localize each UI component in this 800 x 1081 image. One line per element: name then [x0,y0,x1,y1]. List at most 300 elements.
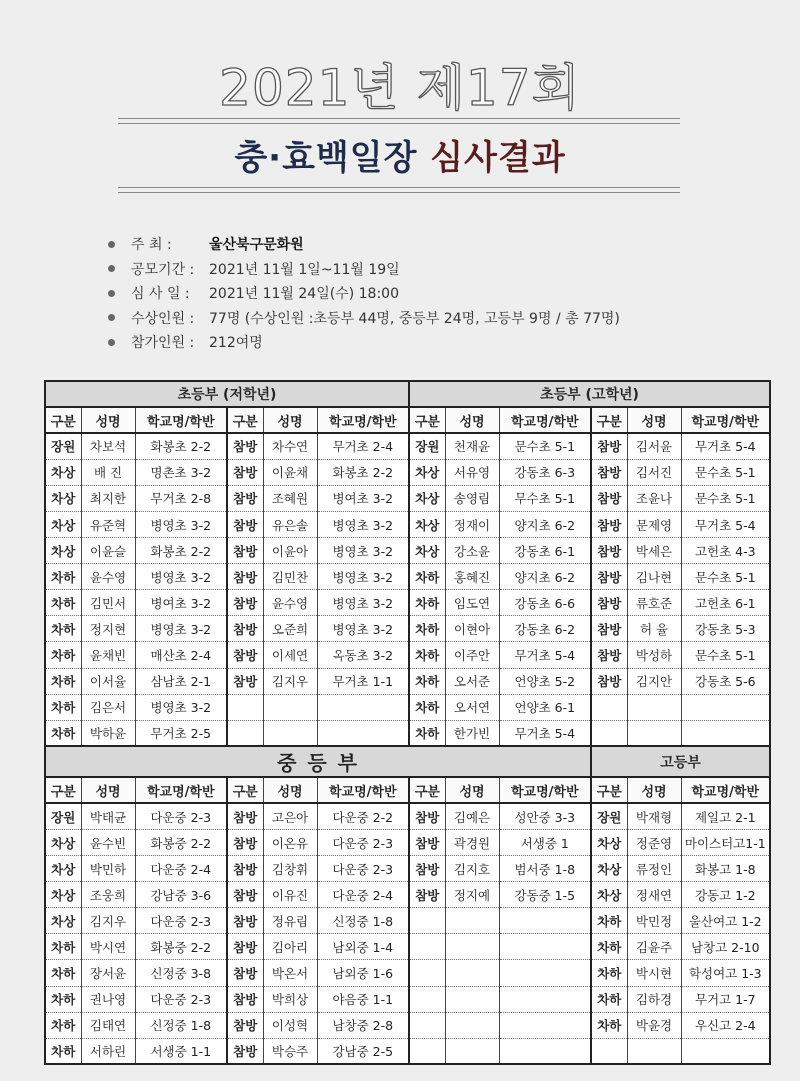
cell-grade: 참방 [227,830,263,856]
section-header-row [45,381,770,407]
cell-grade: 참방 [409,856,445,882]
cell-name: 이세연 [263,642,317,668]
column-header-school: 학교명/학반 [135,777,227,803]
cell-grade: 차하 [45,590,81,616]
column-header-grade: 구분 [591,777,627,803]
cell-school: 학성여고 1-3 [681,960,770,986]
cell-grade: 차하 [409,642,445,668]
cell-school: 양지초 6-2 [499,564,591,590]
cell-grade: 참방 [409,830,445,856]
section-elem-high: 초등부 (고학년) [409,381,770,407]
table-row [45,960,770,986]
cell-name: 류호준 [627,590,681,616]
cell-grade: 차하 [45,1012,81,1038]
cell-grade: 참방 [227,564,263,590]
cell-name: 박승주 [263,1038,317,1064]
cell-name: 박윤경 [627,1012,681,1038]
title-divider [118,123,680,124]
cell-grade: 참방 [591,668,627,694]
cell-school [681,720,770,746]
cell-school: 성안중 3-3 [499,803,591,829]
cell-name [263,720,317,746]
subtitle-event: 충·효백일장 [234,138,418,178]
column-header-school: 학교명/학반 [317,407,409,433]
column-header-school: 학교명/학반 [317,777,409,803]
column-header-name: 성명 [263,407,317,433]
cell-school: 옥동초 3-2 [317,642,409,668]
cell-school: 강동초 6-1 [499,538,591,564]
cell-school: 병여초 3-2 [135,590,227,616]
bullet-icon [108,265,115,272]
cell-school: 강동초 6-6 [499,590,591,616]
cell-name: 이윤채 [263,459,317,485]
cell-name: 김서윤 [627,433,681,459]
cell-school: 범서중 1-8 [499,856,591,882]
cell-school: 병영초 3-2 [135,694,227,720]
cell-name: 이윤아 [263,538,317,564]
column-header-name: 성명 [263,777,317,803]
cell-school: 마이스터고1-1 [681,830,770,856]
cell-grade: 참방 [227,803,263,829]
cell-name: 조웅희 [81,882,135,908]
cell-grade: 참방 [227,960,263,986]
cell-grade: 참방 [227,1038,263,1064]
cell-school [499,1038,591,1064]
cell-grade: 참방 [227,856,263,882]
cell-grade: 참방 [591,538,627,564]
cell-name: 류정인 [627,856,681,882]
table-row [45,538,770,564]
table-row [45,882,770,908]
cell-grade: 차하 [591,934,627,960]
cell-name: 윤수빈 [81,830,135,856]
subtitle-results: 심사결과 [430,138,566,178]
table-row [45,616,770,642]
cell-name: 한가빈 [445,720,499,746]
cell-name: 곽경원 [445,830,499,856]
cell-school: 강남중 3-6 [135,882,227,908]
cell-name: 이유진 [263,882,317,908]
subtitle [0,130,800,179]
cell-grade: 차하 [45,564,81,590]
cell-grade: 차하 [591,960,627,986]
cell-school: 다운중 2-3 [135,908,227,934]
cell-grade: 차상 [45,908,81,934]
cell-grade: 참방 [227,908,263,934]
cell-name: 장서윤 [81,960,135,986]
info-item-judging-date: 심 사 일 : 2021년 11월 24일(수) 18:00 [108,281,620,306]
cell-school [681,1038,770,1064]
cell-school: 문수초 5-1 [681,642,770,668]
cell-grade: 차하 [45,616,81,642]
cell-grade: 장원 [45,433,81,459]
cell-name: 이윤슬 [81,538,135,564]
cell-name: 정유림 [263,908,317,934]
cell-school: 문수초 5-1 [499,433,591,459]
cell-name: 박온서 [263,960,317,986]
column-header-school: 학교명/학반 [681,407,770,433]
cell-school: 화봉중 2-2 [135,830,227,856]
cell-name: 이서율 [81,668,135,694]
cell-grade: 참방 [409,882,445,908]
cell-name: 김예은 [445,803,499,829]
cell-grade: 참방 [227,642,263,668]
cell-name: 김지우 [81,908,135,934]
cell-school: 무거초 5-4 [681,433,770,459]
cell-name: 강소윤 [445,538,499,564]
table-row [45,590,770,616]
cell-name: 오준희 [263,616,317,642]
cell-grade: 참방 [591,642,627,668]
cell-school: 병영초 3-2 [317,511,409,537]
cell-grade: 참방 [591,511,627,537]
cell-name: 박재형 [627,803,681,829]
cell-grade: 차상 [45,830,81,856]
column-header-school: 학교명/학반 [681,777,770,803]
cell-grade: 차하 [409,564,445,590]
cell-grade: 참방 [591,564,627,590]
cell-school: 무수초 5-1 [499,485,591,511]
cell-school: 병영초 3-2 [317,590,409,616]
table-row [45,986,770,1012]
section-header-row [45,746,770,777]
cell-grade [591,720,627,746]
table-row [45,830,770,856]
subtitle-divider [118,187,680,188]
cell-name: 박태균 [81,803,135,829]
cell-school: 다운중 2-3 [135,803,227,829]
cell-school: 병영초 3-2 [317,616,409,642]
table-row [45,694,770,720]
cell-grade: 참방 [409,803,445,829]
cell-school: 무거고 1-7 [681,986,770,1012]
bullet-icon [108,241,115,248]
cell-name [445,1038,499,1064]
cell-name: 박시연 [81,934,135,960]
bullet-icon [108,339,115,346]
cell-name: 홍혜진 [445,564,499,590]
results-table [44,380,771,1065]
cell-school: 무거초 1-1 [317,668,409,694]
cell-name: 배 진 [81,459,135,485]
cell-name: 최지한 [81,485,135,511]
cell-school: 무거초 2-4 [317,433,409,459]
cell-grade: 차하 [45,1038,81,1064]
cell-grade: 참방 [227,882,263,908]
cell-school: 우신고 2-4 [681,1012,770,1038]
column-header-grade: 구분 [591,407,627,433]
table-row [45,1012,770,1038]
cell-school: 문수초 5-1 [681,459,770,485]
cell-name: 박성하 [627,642,681,668]
cell-school: 무거초 2-5 [135,720,227,746]
cell-name: 오서준 [445,668,499,694]
column-header-name: 성명 [81,407,135,433]
cell-grade: 차상 [45,538,81,564]
cell-school: 신정중 3-8 [135,960,227,986]
cell-grade [409,1038,445,1064]
cell-name [445,934,499,960]
cell-school: 무거초 5-4 [499,720,591,746]
cell-grade: 참방 [227,616,263,642]
cell-school: 다운중 2-2 [317,803,409,829]
info-item-host: 주 최 : 울산북구문화원 [108,232,620,257]
cell-grade: 차하 [409,694,445,720]
cell-school: 강동중 1-5 [499,882,591,908]
cell-grade: 참방 [227,485,263,511]
cell-name [263,694,317,720]
cell-name [445,986,499,1012]
info-item-participants: 참가인원 : 212여명 [108,330,620,355]
column-header-grade: 구분 [227,777,263,803]
table-row [45,511,770,537]
cell-school: 병영초 3-2 [135,511,227,537]
cell-school: 문수초 5-1 [681,564,770,590]
cell-school: 화봉고 1-8 [681,856,770,882]
cell-name: 김지호 [445,856,499,882]
cell-name: 조윤나 [627,485,681,511]
cell-school: 서생중 1-1 [135,1038,227,1064]
cell-grade [227,694,263,720]
cell-grade: 참방 [227,986,263,1012]
cell-school: 병여초 3-2 [317,485,409,511]
cell-grade: 장원 [409,433,445,459]
cell-school: 남창고 2-10 [681,934,770,960]
cell-grade: 참방 [227,934,263,960]
cell-name: 박희상 [263,986,317,1012]
cell-school: 화봉초 2-2 [135,433,227,459]
cell-school: 병영초 3-2 [135,616,227,642]
cell-grade: 차하 [45,960,81,986]
cell-grade [409,1012,445,1038]
section-elem-low: 초등부 (저학년) [45,381,409,407]
cell-school: 삼남초 2-1 [135,668,227,694]
cell-name: 정준영 [627,830,681,856]
cell-name: 박하윤 [81,720,135,746]
cell-school: 언양초 5-2 [499,668,591,694]
cell-school: 남외중 1-4 [317,934,409,960]
cell-grade: 차하 [45,668,81,694]
cell-name [627,694,681,720]
cell-name [445,1012,499,1038]
cell-name: 송영림 [445,485,499,511]
subtitle-divider [118,192,680,193]
cell-school: 강동초 5-3 [681,616,770,642]
column-header-school: 학교명/학반 [499,777,591,803]
cell-name: 김하경 [627,986,681,1012]
table-row [45,934,770,960]
cell-grade [409,986,445,1012]
cell-grade: 차상 [591,882,627,908]
cell-grade: 차하 [45,986,81,1012]
column-header-school: 학교명/학반 [135,407,227,433]
column-header-row [45,777,770,803]
cell-school [681,694,770,720]
cell-name: 윤수영 [263,590,317,616]
cell-grade [409,934,445,960]
cell-school: 다운중 2-4 [317,882,409,908]
cell-school: 매산초 2-4 [135,642,227,668]
cell-name: 이성혁 [263,1012,317,1038]
cell-grade [409,960,445,986]
cell-school: 야음중 1-1 [317,986,409,1012]
cell-name: 문제영 [627,511,681,537]
cell-grade: 참방 [227,538,263,564]
cell-grade: 참방 [227,668,263,694]
cell-name: 이현아 [445,616,499,642]
table-row [45,459,770,485]
cell-school: 무거초 5-4 [681,511,770,537]
cell-school: 병영초 3-2 [317,564,409,590]
cell-grade: 차하 [45,642,81,668]
cell-grade: 참방 [227,511,263,537]
cell-grade: 차하 [409,720,445,746]
cell-grade: 차상 [45,459,81,485]
cell-grade: 차하 [409,590,445,616]
cell-name: 김윤주 [627,934,681,960]
column-header-name: 성명 [627,407,681,433]
cell-school: 화봉초 2-2 [317,459,409,485]
cell-name: 김민찬 [263,564,317,590]
cell-name: 유준혁 [81,511,135,537]
column-header-grade: 구분 [409,777,445,803]
cell-name: 정지현 [81,616,135,642]
cell-school: 강동초 6-2 [499,616,591,642]
cell-grade: 차상 [45,882,81,908]
cell-school: 제일고 2-1 [681,803,770,829]
cell-grade: 참방 [591,485,627,511]
info-item-period: 공모기간 : 2021년 11월 1일~11월 19일 [108,257,620,282]
section-high: 고등부 [591,746,770,777]
cell-school [499,934,591,960]
cell-name: 천재윤 [445,433,499,459]
cell-name: 허 율 [627,616,681,642]
cell-school: 강남중 2-5 [317,1038,409,1064]
cell-school: 남창중 2-8 [317,1012,409,1038]
cell-school: 다운중 2-3 [317,830,409,856]
cell-grade: 차하 [45,720,81,746]
cell-grade: 차하 [409,616,445,642]
cell-grade: 참방 [591,459,627,485]
cell-school: 화봉중 2-2 [135,934,227,960]
cell-grade: 차상 [591,830,627,856]
cell-name: 오서연 [445,694,499,720]
cell-school: 고헌초 4-3 [681,538,770,564]
cell-name: 김지안 [627,668,681,694]
cell-name: 이주안 [445,642,499,668]
cell-name: 이온유 [263,830,317,856]
cell-school: 다운중 2-3 [317,856,409,882]
cell-name: 정재이 [445,511,499,537]
title-divider [118,118,680,119]
table-row [45,642,770,668]
cell-school: 명촌초 3-2 [135,459,227,485]
cell-grade: 참방 [591,433,627,459]
cell-grade [227,720,263,746]
cell-name: 박세은 [627,538,681,564]
cell-name: 김태연 [81,1012,135,1038]
cell-school [499,908,591,934]
cell-school: 무거초 2-8 [135,485,227,511]
cell-school: 서생중 1 [499,830,591,856]
cell-school: 신정중 1-8 [135,1012,227,1038]
cell-grade: 차상 [45,485,81,511]
cell-grade: 차상 [591,856,627,882]
cell-name: 정지예 [445,882,499,908]
cell-name: 윤채빈 [81,642,135,668]
cell-name [445,960,499,986]
cell-school: 강동고 1-2 [681,882,770,908]
cell-name: 차보석 [81,433,135,459]
section-middle: 중 등 부 [45,746,591,777]
cell-grade: 참방 [591,616,627,642]
cell-name: 임도연 [445,590,499,616]
cell-name: 김서진 [627,459,681,485]
cell-name: 박민정 [627,908,681,934]
cell-grade [591,694,627,720]
cell-name [627,1038,681,1064]
cell-school: 다운중 2-3 [135,986,227,1012]
cell-grade: 차하 [591,908,627,934]
cell-name [445,908,499,934]
cell-name: 차수연 [263,433,317,459]
cell-school: 양지초 6-2 [499,511,591,537]
cell-school: 고헌초 6-1 [681,590,770,616]
column-header-name: 성명 [445,777,499,803]
column-header-school: 학교명/학반 [499,407,591,433]
table-row [45,485,770,511]
cell-grade: 차하 [591,986,627,1012]
cell-name: 김지우 [263,668,317,694]
cell-grade: 차하 [591,1012,627,1038]
cell-school: 신정중 1-8 [317,908,409,934]
cell-name: 정새연 [627,882,681,908]
table-row [45,433,770,459]
cell-grade: 차하 [45,694,81,720]
cell-grade: 차상 [45,511,81,537]
cell-school: 병영초 3-2 [135,564,227,590]
cell-grade [409,908,445,934]
info-item-winners: 수상인원 : 77명 (수상인원 :초등부 44명, 중등부 24명, 고등부 9명 / 총 77명) [108,306,620,331]
bullet-icon [108,290,115,297]
column-header-row [45,407,770,433]
cell-name: 조혜원 [263,485,317,511]
cell-name: 고은아 [263,803,317,829]
cell-school [499,986,591,1012]
column-header-name: 성명 [445,407,499,433]
cell-grade: 차상 [409,538,445,564]
cell-name: 박민하 [81,856,135,882]
cell-grade: 차상 [45,856,81,882]
table-row [45,564,770,590]
cell-school [317,694,409,720]
cell-grade: 장원 [45,803,81,829]
cell-school: 무거초 5-4 [499,642,591,668]
cell-school [499,960,591,986]
cell-grade: 차하 [409,668,445,694]
cell-grade: 장원 [591,803,627,829]
table-row [45,720,770,746]
info-list [108,232,620,355]
cell-name: 윤수영 [81,564,135,590]
table-row [45,908,770,934]
cell-name: 서하린 [81,1038,135,1064]
cell-grade: 차상 [409,485,445,511]
cell-school: 다운중 2-4 [135,856,227,882]
column-header-name: 성명 [81,777,135,803]
cell-grade: 참방 [227,433,263,459]
column-header-name: 성명 [627,777,681,803]
